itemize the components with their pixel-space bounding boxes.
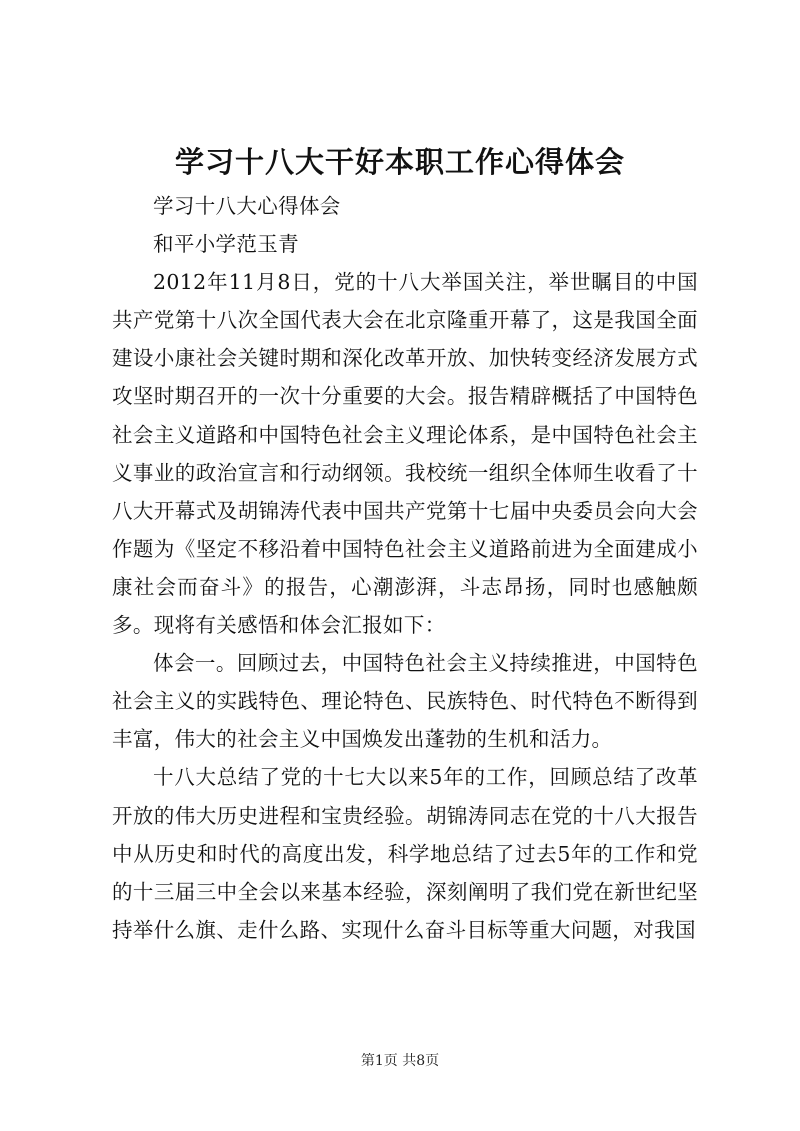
page-footer: 第1页 共8页 — [360, 1053, 440, 1069]
document-title: 学习十八大干好本职工作心得体会 — [174, 145, 625, 179]
body-paragraph: 2012年11月8日，党的十八大举国关注，举世瞩目的中国共产党第十八次全国代表大会在北京隆重开幕了，这是我国全面建设小康社会关键时期和深化改革开放、加快转变经济发展方式攻坚时期召开的一次十分重要的大会。报告精辟概括了中国特色社会主义道路和中国特色社会主义理论体系，是中国特色社会主义事业的政治宣言和行动纲领。我校统一组织全体师生收看了十八大开幕式及胡锦涛代表中国共产党第十七届中央委员会向大会作题为《坚定不移沿着中国特色社会主义道路前进为全面建成小康社会而奋斗》的报告，心潮澎湃，斗志昂扬，同时也感触颇多。现将有关感悟和体会汇报如下： — [112, 270, 698, 638]
body-paragraph: 体会一。回顾过去，中国特色社会主义持续推进，中国特色社会主义的实践特色、理论特色、民族特色、时代特色不断得到丰富，伟大的社会主义中国焕发出蓬勃的生机和活力。 — [112, 651, 698, 752]
document-body — [112, 187, 698, 949]
subtitle-line: 学习十八大心得体会 — [153, 194, 341, 218]
author-line: 和平小学范玉青 — [153, 232, 299, 257]
body-paragraph: 十八大总结了党的十七大以来5年的工作，回顾总结了改革开放的伟大历史进程和宝贵经验。胡锦涛同志在党的十八大报告中从历史和时代的高度出发，科学地总结了过去5年的工作和党的十三届三中全会以来基本经验，深刻阐明了我们党在新世纪坚持举什么旗、走什么路、实现什么奋斗目标等重大问题，对我国 — [112, 765, 698, 942]
